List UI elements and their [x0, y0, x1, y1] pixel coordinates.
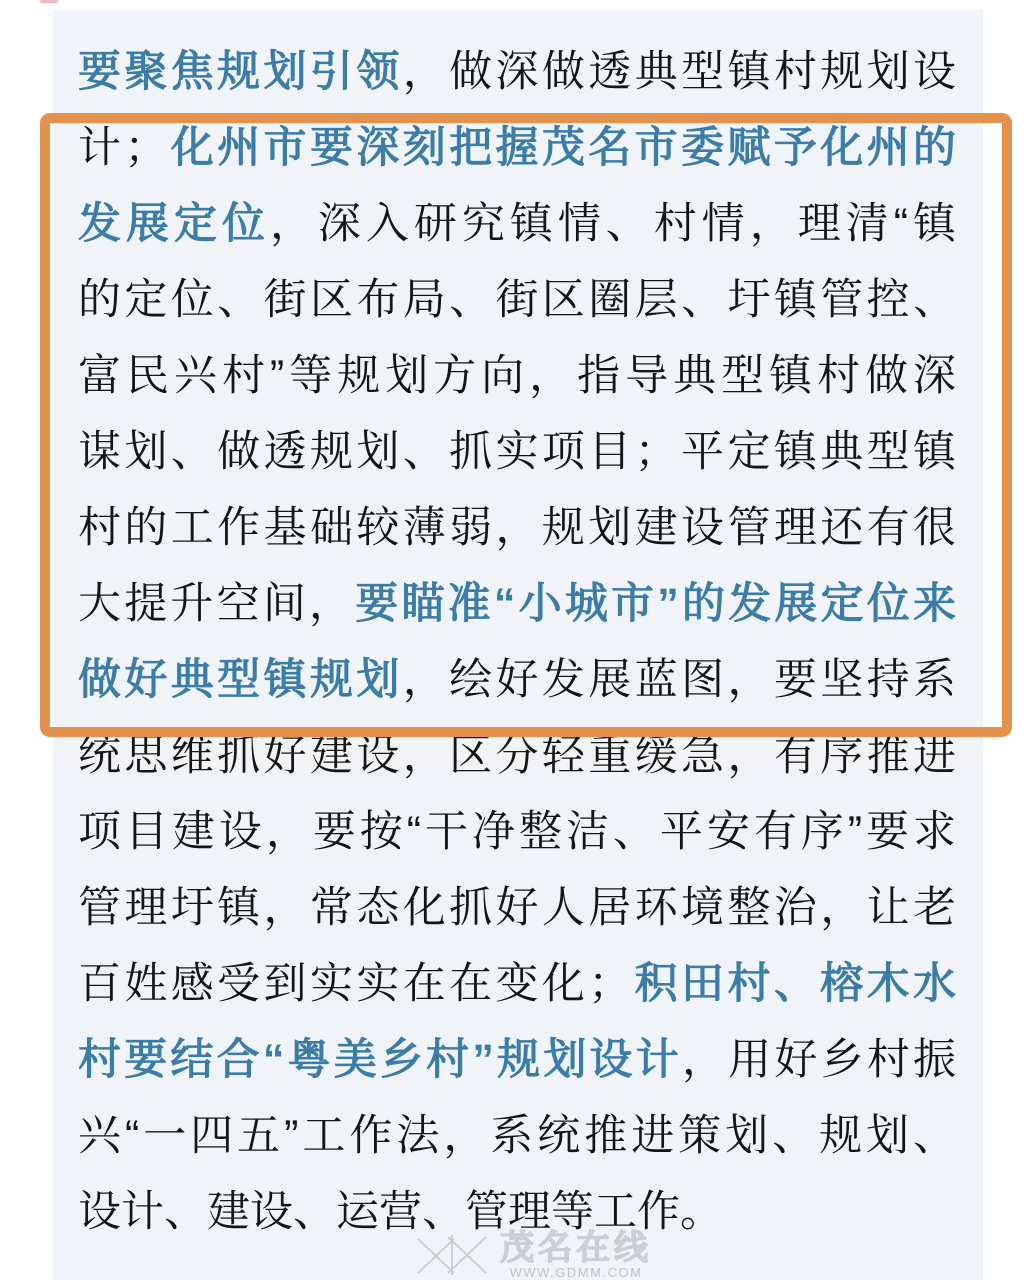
- body-text: 百姓感受到实实在在变化；: [78, 960, 632, 1008]
- body-text: 设计、建设、运营、管理等工作。: [78, 1188, 723, 1236]
- text-line: [78, 1022, 956, 1098]
- body-text: 统思维抓好建设，区分轻重缓急，有序推进: [78, 732, 956, 780]
- body-text: 谋划、做透规划、抓实项目；平定镇典型镇: [78, 428, 956, 476]
- body-text: ，做深做透典型镇村规划设: [402, 48, 957, 96]
- emphasized-text: 要瞄准“小城市”的发展定位来: [355, 580, 957, 628]
- emphasized-text: 做好典型镇规划: [78, 656, 403, 704]
- article-text: [78, 34, 956, 1250]
- site-url: WWW.GDMM.COM: [509, 1265, 643, 1280]
- text-line: [78, 1098, 956, 1174]
- body-text: 村的工作基础较薄弱，规划建设管理还有很: [78, 504, 956, 552]
- body-text: 项目建设，要按“干净整洁、平安有序”要求: [78, 808, 956, 856]
- emphasized-text: 积田村、榕木水: [631, 960, 957, 1008]
- top-left-red-artifact: [40, 0, 58, 3]
- body-text: 的定位、街区布局、街区圈层、圩镇管控、: [78, 276, 956, 324]
- text-line: [78, 566, 956, 642]
- body-text: 兴“一四五”工作法，系统推进策划、规划、: [78, 1112, 956, 1160]
- text-line: [78, 338, 956, 414]
- watermark: [414, 1231, 704, 1279]
- emphasized-text: 村要结合“粤美乡村”规划设计: [78, 1036, 682, 1084]
- body-text: 大提升空间，: [78, 580, 356, 628]
- site-logo-icon: [414, 1233, 492, 1277]
- text-line: [78, 946, 956, 1022]
- text-line: [78, 34, 956, 110]
- emphasized-text: 要聚焦规划引领: [78, 48, 403, 96]
- text-line: [78, 186, 956, 262]
- text-line: [78, 642, 956, 718]
- body-text: ，绘好发展蓝图，要坚持系: [402, 656, 957, 704]
- text-line: [78, 718, 956, 794]
- body-text: 富民兴村”等规划方向，指导典型镇村做深: [78, 352, 956, 400]
- text-line: [78, 490, 956, 566]
- text-line: [78, 794, 956, 870]
- text-line: [78, 110, 956, 186]
- body-text: 计；: [78, 124, 168, 172]
- text-line: [78, 870, 956, 946]
- text-line: [78, 414, 956, 490]
- emphasized-text: 化州市要深刻把握茂名市委赋予化州的: [167, 124, 957, 172]
- body-text: ，深入研究镇情、村情，理清“镇: [269, 200, 957, 248]
- text-line: [78, 262, 956, 338]
- body-text: ，用好乡村振: [681, 1036, 957, 1084]
- emphasized-text: 发展定位: [78, 200, 270, 248]
- body-text: 管理圩镇，常态化抓好人居环境整治，让老: [78, 884, 956, 932]
- site-name: 茂名在线: [500, 1229, 652, 1267]
